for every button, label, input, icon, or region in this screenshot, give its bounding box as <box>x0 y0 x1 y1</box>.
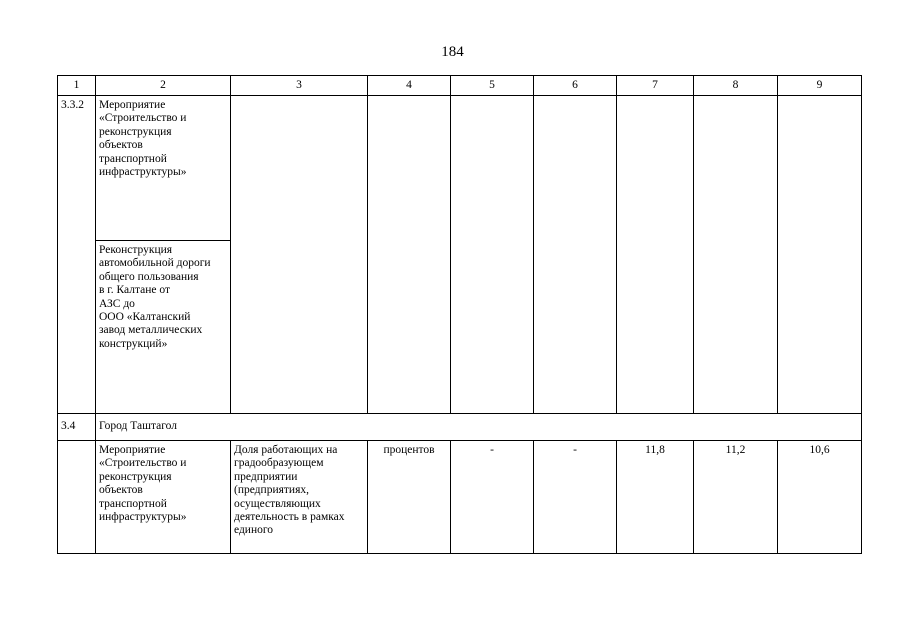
header-cell-3: 3 <box>231 76 368 96</box>
event-cell: Мероприятие «Строительство и реконструкция объектов транспортной инфраструктуры» <box>96 96 231 241</box>
empty-cell <box>368 96 451 414</box>
header-cell-4: 4 <box>368 76 451 96</box>
table-row <box>58 441 862 554</box>
empty-cell <box>534 96 617 414</box>
header-cell-9: 9 <box>778 76 862 96</box>
indicator-cell: Доля работающих на градообразующем предприятии (предприятиях, осуществляющих деятельность в рамках единого <box>231 441 368 554</box>
event-cell: Мероприятие «Строительство и реконструкция объектов транспортной инфраструктуры» <box>96 441 231 554</box>
empty-cell <box>778 96 862 414</box>
table-row <box>58 96 862 241</box>
value-cell-6: - <box>534 441 617 554</box>
header-cell-7: 7 <box>617 76 694 96</box>
table-row <box>58 414 862 441</box>
header-cell-1: 1 <box>58 76 96 96</box>
page-number: 184 <box>441 44 464 60</box>
empty-cell <box>694 96 778 414</box>
empty-cell <box>617 96 694 414</box>
object-cell: Реконструкция автомобильной дороги общего пользования в г. Калтане от АЗС до ООО «Калтанский завод металлических конструкций» <box>96 241 231 414</box>
value-cell-9: 10,6 <box>778 441 862 554</box>
header-cell-8: 8 <box>694 76 778 96</box>
header-cell-6: 6 <box>534 76 617 96</box>
header-cell-2: 2 <box>96 76 231 96</box>
value-cell-8: 11,2 <box>694 441 778 554</box>
row-number: 3.4 <box>58 414 96 441</box>
value-cell-5: - <box>451 441 534 554</box>
empty-cell <box>231 96 368 414</box>
empty-cell <box>451 96 534 414</box>
row-number: 3.3.2 <box>58 96 96 414</box>
value-cell-7: 11,8 <box>617 441 694 554</box>
data-table <box>57 75 862 554</box>
header-cell-5: 5 <box>451 76 534 96</box>
empty-cell <box>58 441 96 554</box>
unit-cell: процентов <box>368 441 451 554</box>
header-row <box>58 76 862 96</box>
section-title: Город Таштагол <box>96 414 862 441</box>
